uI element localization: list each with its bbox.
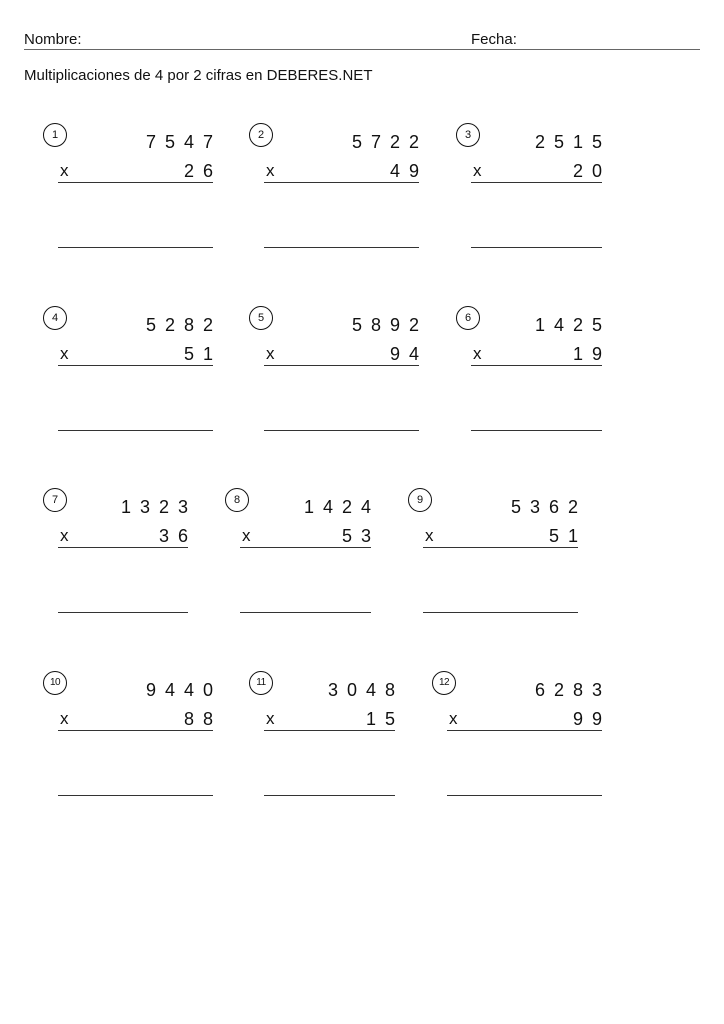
operation-line [423,547,578,548]
multiplicand: 5722 [351,132,428,152]
name-label: Nombre: [24,31,82,48]
multiplicand: 1323 [120,497,197,517]
problem-number-badge: 6 [456,306,480,330]
problem-number-badge: 9 [408,488,432,512]
multiplicand: 5282 [145,315,222,335]
multiplicand: 3048 [327,680,404,700]
multiplicand: 9440 [145,680,222,700]
multiply-sign: x [60,344,69,363]
multiply-sign: x [242,526,251,545]
multiply-sign: x [266,161,275,180]
multiply-sign: x [266,709,275,728]
problem-number-badge: 1 [43,123,67,147]
header-divider [24,49,700,50]
operation-line [264,182,419,183]
answer-line[interactable] [58,612,188,613]
multiplier: 99 [572,709,611,729]
problem-number-badge: 11 [249,671,273,695]
multiplier: 15 [365,709,404,729]
multiplier: 88 [183,709,222,729]
problem-number-badge: 7 [43,488,67,512]
operation-line [240,547,371,548]
operation-line [471,365,602,366]
operation-line [471,182,602,183]
operation-line [58,365,213,366]
problem-4 [51,312,222,463]
problem-number-badge: 10 [43,671,67,695]
problem-1 [51,129,222,280]
multiply-sign: x [425,526,434,545]
answer-line[interactable] [423,612,578,613]
multiplicand: 7547 [145,132,222,152]
problem-7 [51,494,197,645]
operation-line [58,182,213,183]
problem-5 [257,312,428,463]
answer-line[interactable] [264,430,419,431]
multiply-sign: x [473,344,482,363]
multiplicand: 5892 [351,315,428,335]
operation-line [58,730,213,731]
operation-line [264,365,419,366]
multiplier: 51 [183,344,222,364]
answer-line[interactable] [264,247,419,248]
multiply-sign: x [449,709,458,728]
multiplicand: 6283 [534,680,611,700]
problem-10 [49,677,222,828]
problem-2 [257,129,428,280]
multiply-sign: x [266,344,275,363]
problem-11 [256,677,404,828]
multiplier: 53 [341,526,380,546]
multiplier: 36 [158,526,197,546]
problem-8 [233,494,380,645]
problem-6 [464,312,611,463]
problem-number-badge: 3 [456,123,480,147]
multiplier: 26 [183,161,222,181]
answer-line[interactable] [58,430,213,431]
multiplier: 51 [548,526,587,546]
problem-number-badge: 12 [432,671,456,695]
answer-line[interactable] [58,247,213,248]
page-title: Multiplicaciones de 4 por 2 cifras en DEBERES.NET [24,67,373,84]
operation-line [58,547,188,548]
date-label: Fecha: [471,31,517,48]
problem-number-badge: 8 [225,488,249,512]
problem-number-badge: 5 [249,306,273,330]
multiplier: 94 [389,344,428,364]
problem-number-badge: 2 [249,123,273,147]
multiply-sign: x [60,709,69,728]
answer-line[interactable] [447,795,602,796]
operation-line [264,730,395,731]
multiplicand: 1425 [534,315,611,335]
multiplicand: 1424 [303,497,380,517]
operation-line [447,730,602,731]
multiplier: 20 [572,161,611,181]
problem-3 [464,129,611,280]
answer-line[interactable] [471,247,602,248]
answer-line[interactable] [58,795,213,796]
answer-line[interactable] [264,795,395,796]
problem-number-badge: 4 [43,306,67,330]
multiplier: 19 [572,344,611,364]
problem-9 [416,494,587,645]
multiply-sign: x [473,161,482,180]
multiplier: 49 [389,161,428,181]
answer-line[interactable] [471,430,602,431]
answer-line[interactable] [240,612,371,613]
multiplicand: 5362 [510,497,587,517]
multiply-sign: x [60,161,69,180]
problem-12 [438,677,611,828]
multiplicand: 2515 [534,132,611,152]
multiply-sign: x [60,526,69,545]
